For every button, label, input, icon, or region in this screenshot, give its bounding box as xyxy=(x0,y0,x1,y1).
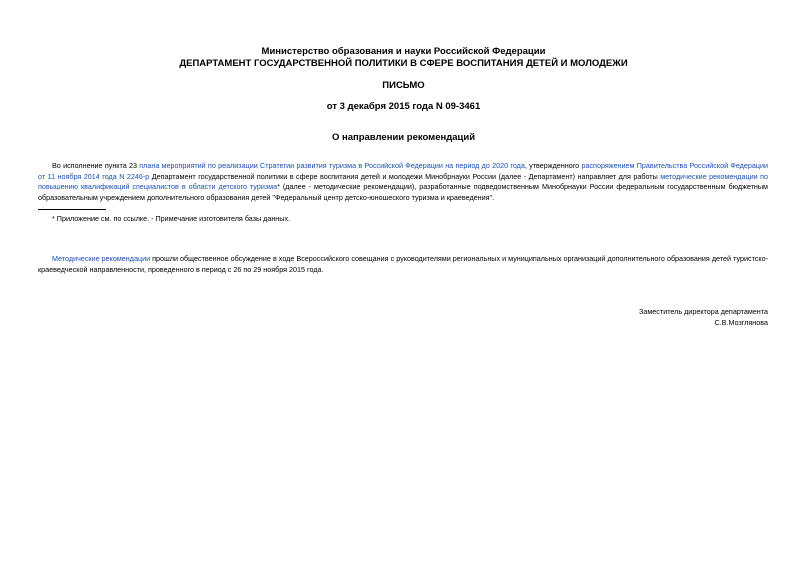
para1-text-3: Департамент государственной политики в сфере воспитания детей и молодежи Минобрнауки России (далее - Департамент) направляет для работы xyxy=(149,171,661,181)
methodical-recommendations-link[interactable]: методические рекомендации по повышению квалификаций специалистов в области детского туризма xyxy=(38,171,768,191)
document-type: ПИСЬМО xyxy=(382,80,425,91)
footnote-divider xyxy=(38,209,106,210)
signature-position: Заместитель директора департамента xyxy=(639,307,768,316)
signature-name: С.В.Мозглянова xyxy=(714,318,768,327)
department-title: ДЕПАРТАМЕНТ ГОСУДАРСТВЕННОЙ ПОЛИТИКИ В СФЕРЕ ВОСПИТАНИЯ ДЕТЕЙ И МОЛОДЕЖИ xyxy=(179,58,628,69)
para2-text-1: прошли общественное обсуждение в ходе Всероссийского совещания с руководителями региональных и муниципальных организаций дополнительного образования детей туристско-краеведческой направленности, проведенного в период с 26 по 29 ноября 2015 года. xyxy=(38,254,768,274)
footnote: * Приложение см. по ссылке. - Примечание изготовителя базы данных. xyxy=(52,214,291,223)
paragraph-second xyxy=(38,254,768,275)
para1-text-4: * (далее - методические рекомендации), разработанные подведомственным Минобрнауки России федеральным государственным бюджетным образовательным учреждением дополнительного образования детей "Федеральный центр детско-юношеского туризма и краеведения". xyxy=(38,182,769,202)
government-order-link[interactable]: распоряжением Правительства Российской Федерации от 11 ноября 2014 года N 2246-р xyxy=(38,161,768,181)
document-date-number: от 3 декабря 2015 года N 09-3461 xyxy=(326,101,481,112)
para1-text-2: , утвержденного xyxy=(524,161,582,170)
paragraph-main xyxy=(38,161,768,203)
tourism-strategy-plan-link[interactable]: плана мероприятий по реализации Стратегии развития туризма в Российской Федерации на период до 2020 года xyxy=(139,161,525,170)
ministry-title: Министерство образования и науки Российской Федерации xyxy=(261,46,546,57)
document-subject: О направлении рекомендаций xyxy=(331,132,476,143)
para1-text-1: Во исполнение пункта 23 xyxy=(52,161,140,170)
recommendations-link[interactable]: Методические рекомендации xyxy=(52,254,151,263)
